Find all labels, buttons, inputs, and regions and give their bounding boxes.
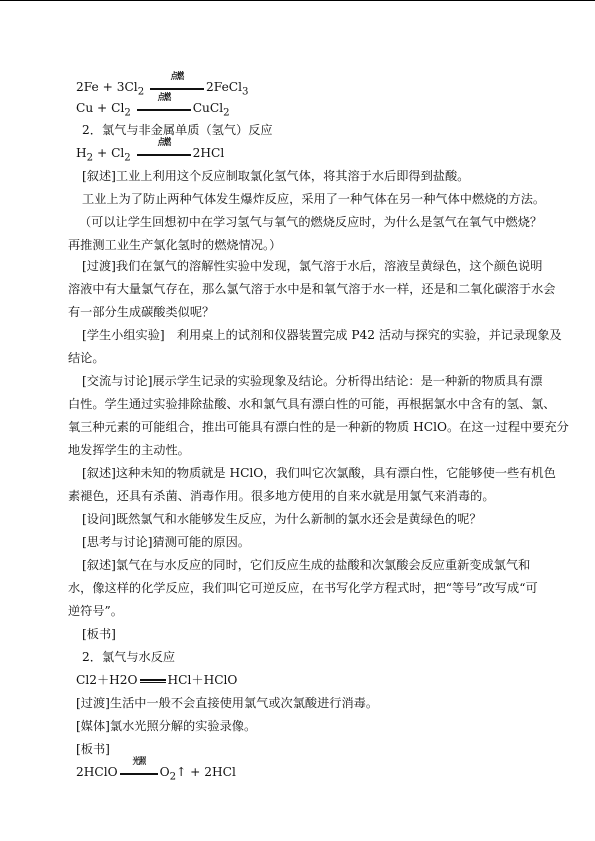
equation-left: 2HClO — [76, 765, 118, 779]
equation-right: CuCl — [192, 101, 224, 115]
board-label: [板书] — [76, 742, 110, 756]
reaction-arrow — [135, 93, 193, 115]
paragraph: （可以让学生回想初中在学习氢气与氧气的燃烧反应时，为什么是氢气在氧气中燃烧？ — [79, 215, 543, 229]
subscript: 2 — [86, 152, 94, 164]
equation-left: Cl2＋H2O — [76, 673, 138, 687]
equation-left: H — [76, 146, 87, 160]
reaction-arrow — [135, 138, 193, 160]
paragraph: 结论。 — [68, 351, 105, 365]
section-heading: 2．氯气与非金属单质（氢气）反应 — [82, 123, 273, 137]
paragraph: [叙述]氯气在与水反应的同时，它们反应生成的盐酸和次氯酸会反应重新变成氯气和 — [82, 558, 531, 572]
equation-right: ↑ + 2HCl — [176, 765, 236, 779]
reaction-condition: 光照 — [132, 757, 146, 767]
paragraph: 再推测工业生产氯化氢时的燃烧情况。） — [68, 238, 282, 252]
board-label: [板书] — [82, 627, 116, 641]
paragraph: 氧三种元素的可能组合，推出可能具有漂白性的是一种新的物质 HClO。在这一过程中要充分 — [68, 420, 569, 434]
equation-right: 2HCl — [192, 146, 225, 160]
equation-right: 2FeCl — [206, 80, 243, 94]
subscript: 2 — [223, 107, 230, 119]
paragraph: [学生小组实验] 利用桌上的试剂和仪器装置完成 P42 活动与探究的实验，并记录现象及 — [82, 328, 562, 342]
equation-left: 2Fe + 3Cl — [76, 80, 138, 94]
equation-hydrogen-chlorine — [76, 138, 546, 165]
subscript: 2 — [137, 86, 145, 98]
equation-chlorine-water — [76, 673, 546, 687]
paragraph: [过渡]生活中一般不会直接使用氯气或次氯酸进行消毒。 — [76, 696, 379, 710]
subscript: 2 — [124, 152, 131, 164]
paragraph: [过渡]我们在氯气的溶解性实验中发现，氯气溶于水后，溶液呈黄绿色，这个颜色说明 — [82, 259, 543, 273]
subscript: 2 — [169, 771, 177, 783]
paragraph: 白性。学生通过实验排除盐酸、水和氯气具有漂白性的可能，再根据氯水中含有的氢、氯、 — [68, 397, 556, 411]
page-top-border — [0, 0, 595, 1]
paragraph: 工业上为了防止两种气体发生爆炸反应，采用了一种气体在另一种气体中燃烧的方法。 — [82, 192, 546, 206]
reaction-arrow — [118, 757, 160, 779]
paragraph: 水，像这样的化学反应，我们叫它可逆反应，在书写化学方程式时，把“等号”改写成“可 — [68, 581, 538, 595]
paragraph: 素褪色，还具有杀菌、消毒作用。很多地方使用的自来水就是用氯气来消毒的。 — [68, 489, 495, 503]
equation-left: + Cl — [93, 146, 125, 160]
paragraph: 地发挥学生的主动性。 — [68, 443, 190, 457]
paragraph: [交流与讨论]展示学生记录的实验现象及结论。分析得出结论：是一种新的物质具有漂 — [82, 374, 543, 388]
paragraph: [叙述]工业上利用这个反应制取氯化氢气体，将其溶于水后即得到盐酸。 — [82, 169, 470, 183]
paragraph: [思考与讨论]猜测可能的原因。 — [82, 535, 250, 549]
equation-copper-chlorine — [76, 93, 546, 120]
subscript: 2 — [124, 107, 131, 119]
paragraph: 溶液中有大量氯气存在，那么氯气溶于水中是和氧气溶于水一样，还是和二氧化碳溶于水会 — [68, 282, 556, 296]
equation-right: HCl＋HClO — [167, 673, 238, 687]
paragraph: [叙述]这种未知的物质就是 HClO，我们叫它次氯酸，具有漂白性，它能够使一些有机色 — [82, 466, 556, 480]
reaction-condition: 点燃 — [157, 138, 171, 148]
equation-right: O — [159, 765, 170, 779]
reversible-arrow — [138, 673, 168, 687]
paragraph: 有一部分生成碳酸类似呢？ — [68, 305, 215, 319]
paragraph: 逆符号”。 — [68, 604, 123, 618]
subscript: 3 — [242, 86, 249, 98]
equation-hclo-decomposition — [76, 757, 546, 784]
equation-left: Cu + Cl — [76, 101, 125, 115]
reaction-condition: 点燃 — [157, 93, 171, 103]
reaction-condition: 点燃 — [170, 72, 184, 82]
section-heading: 2．氯气与水反应 — [82, 650, 176, 664]
paragraph: [媒体]氯水光照分解的实验录像。 — [76, 719, 257, 733]
paragraph: [设问]既然氯气和水能够发生反应，为什么新制的氯水还会是黄绿色的呢？ — [82, 512, 482, 526]
